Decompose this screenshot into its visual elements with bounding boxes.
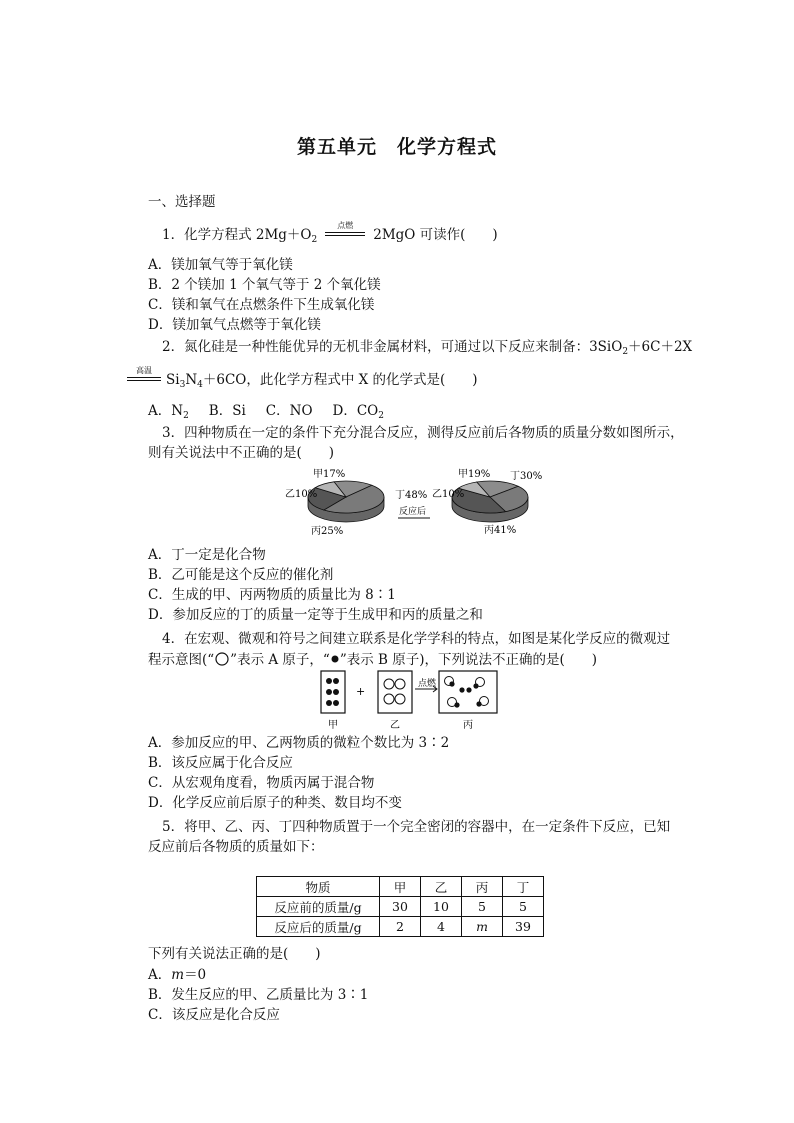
q2-line2 xyxy=(126,366,478,394)
table-header-cell: 丁 xyxy=(503,877,544,897)
q3-line2: 则有关说法中不正确的是( ) xyxy=(148,445,335,461)
q4-option-a: A．参加反应的甲、乙两物质的微粒个数比为 3∶2 xyxy=(148,735,450,751)
q2-line1-a: 2．氮化硅是一种性能优异的无机非金属材料，可通过以下反应来制备：3SiO xyxy=(162,339,623,355)
q2-reaction-arrow xyxy=(126,366,162,386)
page-title: 第五单元 化学方程式 xyxy=(296,136,497,158)
q1-option-b: B．2 个镁加 1 个氧气等于 2 个氧化镁 xyxy=(148,277,381,293)
box-yi xyxy=(378,671,412,713)
atom-b xyxy=(449,681,454,686)
atom-b xyxy=(326,700,332,706)
label-yi: 乙 xyxy=(390,720,400,731)
q2-options xyxy=(148,402,384,425)
pie-after-label-yi: 乙10% xyxy=(432,489,465,500)
q4-line2-c: ”表示 B 原子)，下列说法不正确的是( ) xyxy=(339,652,598,668)
q1-sub: 2 xyxy=(311,235,318,245)
atom-b xyxy=(466,687,471,692)
q4-option-c: C．从宏观角度看，物质丙属于混合物 xyxy=(148,775,375,791)
pie-after xyxy=(452,481,528,522)
plus-sign: + xyxy=(356,685,366,698)
table-cell: 4 xyxy=(421,917,462,937)
pie-after-label-jia: 甲19% xyxy=(458,469,491,480)
table-cell: 2 xyxy=(380,917,421,937)
q2-option-d: D．CO xyxy=(332,403,379,419)
table-row xyxy=(257,897,544,917)
table-cell: 反应后的质量/g xyxy=(257,917,380,937)
table-row xyxy=(257,917,544,937)
q5-line2: 反应前后各物质的质量如下： xyxy=(148,839,324,855)
q5-question: 下列有关说法正确的是( ) xyxy=(148,946,321,962)
atom-b xyxy=(333,700,339,706)
q1-stem-b: 2MgO 可读作( ) xyxy=(373,227,498,243)
q3-option-c: C．生成的甲、丙两物质的质量比为 8∶1 xyxy=(148,587,396,603)
atom-a xyxy=(395,694,405,704)
pie-before-label-bing: 丙25% xyxy=(311,526,344,537)
label-bing: 丙 xyxy=(463,720,473,731)
mass-table xyxy=(256,876,544,937)
atom-a xyxy=(384,679,394,689)
q2-eq-bar-bottom xyxy=(127,380,161,381)
atom-b xyxy=(326,678,332,684)
table-header-row xyxy=(257,877,544,897)
q1-option-a: A．镁加氧气等于氧化镁 xyxy=(148,257,293,273)
section-heading: 一、选择题 xyxy=(148,194,216,210)
q3-line1: 3．四种物质在一定的条件下充分混合反应，测得反应前后各物质的质量分数如图所示， xyxy=(162,425,684,441)
table-header-cell: 物质 xyxy=(257,877,380,897)
table-cell: 10 xyxy=(421,897,462,917)
q4-condition: 点燃 xyxy=(417,679,437,689)
q4-line2 xyxy=(148,651,597,669)
q5-option-a-var: m xyxy=(171,967,185,983)
q3-option-d: D．参加反应的丁的质量一定等于生成甲和丙的质量之和 xyxy=(148,607,483,623)
atom-b xyxy=(454,702,459,707)
q4-line2-b: ”表示 A 原子，“ xyxy=(230,652,330,668)
filled-dot-icon xyxy=(330,654,340,664)
atom-b xyxy=(476,701,481,706)
q3-option-b: B．乙可能是这个反应的催化剂 xyxy=(148,567,334,583)
pie-before xyxy=(308,481,384,522)
atom-a xyxy=(395,679,405,689)
q2-line1-b: ＋6C＋2X xyxy=(628,339,693,355)
q2-si-sub: 3 xyxy=(179,380,186,390)
atom-b xyxy=(473,683,478,688)
q2-line2-c: ＋6CO，此化学方程式中 X 的化学式是( ) xyxy=(202,372,478,388)
pie-before-label-jia: 甲17% xyxy=(313,469,346,480)
q2-eq-bar-top xyxy=(127,377,161,378)
q2-line1-sub: 2 xyxy=(622,347,629,357)
q1-eq-bar-top xyxy=(325,232,365,233)
q2-si: Si xyxy=(166,372,180,388)
atom-a xyxy=(384,694,394,704)
table-cell: 30 xyxy=(380,897,421,917)
table-header-cell: 甲 xyxy=(380,877,421,897)
q1-option-d: D．镁加氧气点燃等于氧化镁 xyxy=(148,317,321,333)
q2-option-d-sub: 2 xyxy=(378,411,384,421)
q4-option-b: B．该反应属于化合反应 xyxy=(148,755,293,771)
pie-before-label-ding: 丁48% xyxy=(395,490,428,501)
q4-line1: 4．在宏观、微观和符号之间建立联系是化学学科的特点，如图是某化学反应的微观过 xyxy=(162,631,671,647)
table-cell: 5 xyxy=(503,897,544,917)
pie-before-label-yi: 乙10% xyxy=(285,489,318,500)
q2-option-b: B．Si xyxy=(208,403,246,419)
atom-b xyxy=(333,689,339,695)
q2-option-a-sub: 2 xyxy=(183,411,189,421)
q2-n-sub: 4 xyxy=(197,380,203,390)
pie-after-label-ding: 丁30% xyxy=(510,471,543,482)
q2-condition: 高温 xyxy=(136,366,152,375)
q4-line2-a: 程示意图(“ xyxy=(148,652,215,668)
table-cell: 反应前的质量/g xyxy=(257,897,380,917)
atom-b xyxy=(326,689,332,695)
q3-pie-charts xyxy=(280,464,550,540)
q1-stem xyxy=(162,221,498,249)
q2-line1 xyxy=(162,338,692,361)
q3-option-a: A．丁一定是化合物 xyxy=(148,547,266,563)
atom-b xyxy=(459,687,464,692)
q4-microscopic-diagram xyxy=(318,668,504,734)
q2-option-c: C．NO xyxy=(265,403,313,419)
q2-option-a: A．N xyxy=(148,403,184,419)
q1-reaction-arrow xyxy=(323,221,367,241)
table-header-cell: 丙 xyxy=(462,877,503,897)
q5-option-a-post: ＝0 xyxy=(184,967,207,983)
q5-option-a xyxy=(148,966,206,984)
arrow-label: 反应后 xyxy=(399,507,427,517)
table-header-cell: 乙 xyxy=(421,877,462,897)
table-cell: m xyxy=(462,917,503,937)
table-cell: 5 xyxy=(462,897,503,917)
q5-option-b: B．发生反应的甲、乙质量比为 3∶1 xyxy=(148,987,369,1003)
q1-eq-bar-bottom xyxy=(325,235,365,236)
q1-condition: 点燃 xyxy=(337,221,354,230)
table-cell: 39 xyxy=(503,917,544,937)
q5-option-c: C．该反应是化合反应 xyxy=(148,1007,280,1023)
q1-option-c: C．镁和氧气在点燃条件下生成氧化镁 xyxy=(148,297,375,313)
label-jia: 甲 xyxy=(328,720,338,731)
q4-option-d: D．化学反应前后原子的种类、数目均不变 xyxy=(148,795,402,811)
q1-stem-a: 1．化学方程式 2Mg＋O xyxy=(162,227,312,243)
q2-n: N xyxy=(185,372,198,388)
open-circle-icon xyxy=(214,652,230,666)
q5-line1: 5．将甲、乙、丙、丁四种物质置于一个完全密闭的容器中，在一定条件下反应，已知 xyxy=(162,819,671,835)
q5-option-a-prefix: A． xyxy=(148,967,172,983)
pie-after-label-bing: 丙41% xyxy=(484,525,517,536)
atom-b xyxy=(333,678,339,684)
